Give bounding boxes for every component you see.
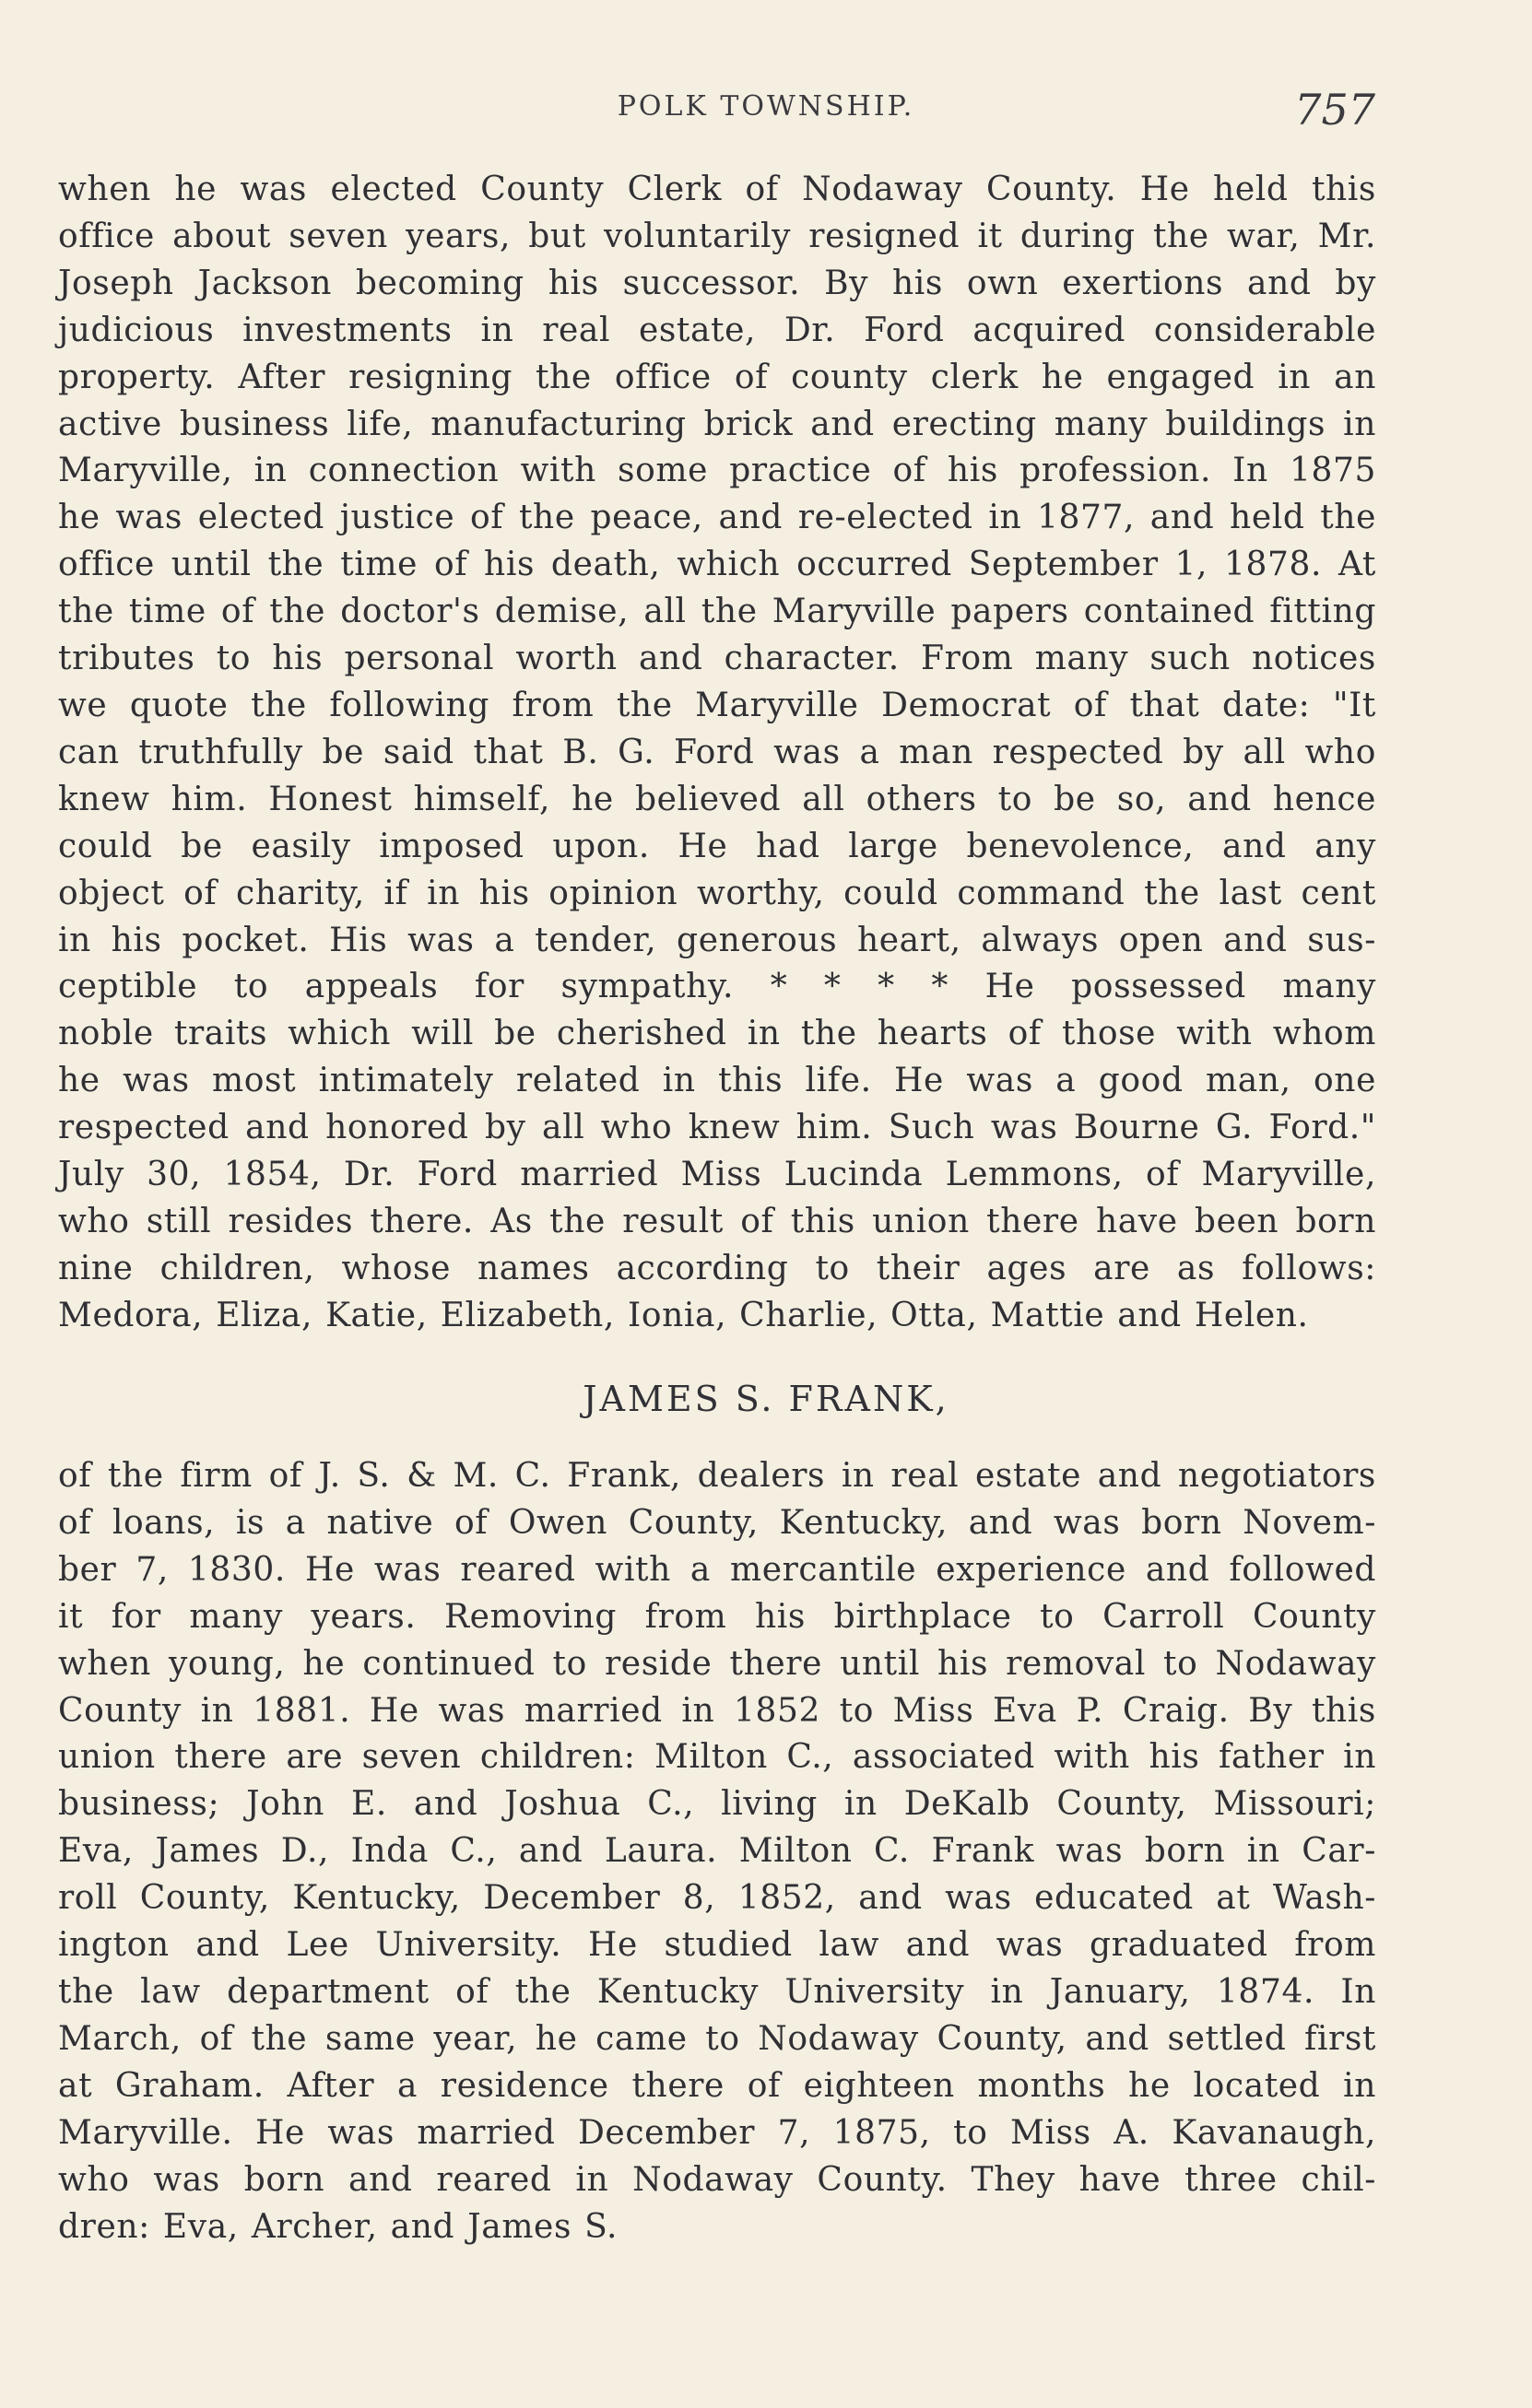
section-heading: JAMES S. FRANK, [583,1379,949,1419]
text-line: July 30, 1854, Dr. Ford married Miss Lucinda Lemmons, of Maryville, [58,1156,1376,1194]
text-line: object of charity, if in his opinion worthy, could command the last cent [58,874,1376,912]
text-line: at Graham. After a residence there of eighteen months he located in [58,2066,1376,2105]
page-number: 757 [1294,85,1375,135]
text-line: nine children, whose names according to their ages are as follows: [58,1249,1376,1287]
running-head [0,85,1532,140]
text-line: Joseph Jackson becoming his successor. By his own exertions and by [58,264,1376,302]
text-line: tributes to his personal worth and character. From many such notices [58,640,1376,678]
text-line: can truthfully be said that B. G. Ford was a man respected by all who [58,733,1376,771]
text-line: Eva, James D., Inda C., and Laura. Milton C. Frank was born in Car- [58,1832,1376,1871]
text-line: Maryville. He was married December 7, 1875, to Miss A. Kavanaugh, [58,2113,1376,2152]
text-line: the law department of the Kentucky University in January, 1874. In [58,1972,1376,2011]
text-line: he was elected justice of the peace, and re-elected in 1877, and held the [58,499,1376,537]
text-line: union there are seven children: Milton C., associated with his father in [58,1738,1376,1777]
text-line: respected and honored by all who knew him. Such was Bourne G. Ford." [58,1109,1376,1147]
text-line: who still resides there. As the result of this union there have been born [58,1202,1376,1240]
text-line: when young, he continued to reside there until his removal to Nodaway [58,1644,1376,1683]
text-line: ington and Lee University. He studied law and was graduated from [58,1926,1376,1965]
text-line: when he was elected County Clerk of Nodaway County. He held this [58,170,1376,208]
text-line: office about seven years, but voluntarily resigned it during the war, Mr. [58,217,1376,255]
text-line: of the firm of J. S. & M. C. Frank, dealers in real estate and negotiators [58,1457,1376,1495]
text-line: we quote the following from the Maryville Democrat of that date: "It [58,686,1376,724]
text-line: office until the time of his death, which occurred September 1, 1878. At [58,546,1376,584]
text-line: Maryville, in connection with some practice of his profession. In 1875 [58,452,1376,490]
text-line: of loans, is a native of Owen County, Kentucky, and was born Novem- [58,1503,1376,1542]
text-line: ceptible to appeals for sympathy. * * * * He possessed many [58,968,1376,1006]
text-line: March, of the same year, he came to Nodaway County, and settled first [58,2019,1376,2058]
text-line: roll County, Kentucky, December 8, 1852, and was educated at Wash- [58,1879,1376,1918]
text-line: active business life, manufacturing brick and erecting many buildings in [58,405,1376,443]
text-line: Medora, Eliza, Katie, Elizabeth, Ionia, Charlie, Otta, Mattie and Helen. [58,1296,1309,1334]
header-title: POLK TOWNSHIP. [617,90,915,123]
paragraph-frank-biography [58,1453,1376,2250]
text-line: noble traits which will be cherished in the hearts of those with whom [58,1015,1376,1053]
text-line: County in 1881. He was married in 1852 to Miss Eva P. Craig. By this [58,1691,1376,1730]
text-line: who was born and reared in Nodaway County. They have three chil- [58,2160,1376,2199]
text-line: the time of the doctor's demise, all the Maryville papers contained fitting [58,593,1376,631]
text-line: in his pocket. His was a tender, generous heart, always open and sus- [58,921,1376,959]
text-line: he was most intimately related in this life. He was a good man, one [58,1062,1376,1100]
text-line: it for many years. Removing from his birthplace to Carroll County [58,1597,1376,1636]
text-line: judicious investments in real estate, Dr. Ford acquired considerable [58,311,1376,349]
paragraph-ford-biography [58,167,1376,1340]
text-line: could be easily imposed upon. He had large benevolence, and any [58,827,1376,865]
text-line: property. After resigning the office of county clerk he engaged in an [58,358,1376,396]
text-line: knew him. Honest himself, he believed all others to be so, and hence [58,780,1376,818]
text-line: business; John E. and Joshua C., living in DeKalb County, Missouri; [58,1785,1376,1824]
text-line: ber 7, 1830. He was reared with a mercantile experience and followed [58,1550,1376,1589]
text-line: dren: Eva, Archer, and James S. [58,2207,619,2246]
